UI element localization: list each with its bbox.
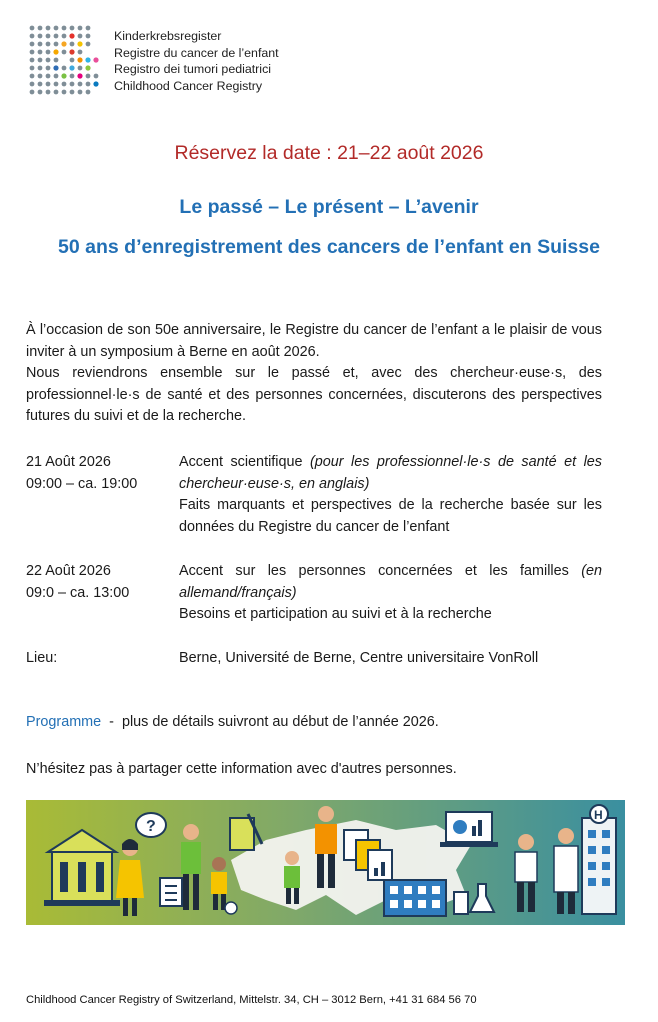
day-2-audience: (en allemand/français) [179, 563, 603, 601]
hospital-building-icon [384, 880, 446, 916]
schedule-day-1 [26, 452, 602, 542]
day-1-details [179, 452, 602, 538]
day-1-focus: Accent scientifique [179, 454, 303, 470]
save-the-date-heading: Réservez la date : 21–22 août 2026 [174, 142, 484, 164]
day-2-focus: Accent sur les personnes concernées et les familles [179, 563, 569, 579]
schedule-day-2 [26, 561, 602, 627]
day-1-description: Faits marquants et perspectives de la recherche basée sur les données du Registre du cancer de l’enfant [179, 497, 602, 535]
registry-name-de: Kinderkrebsregister [114, 29, 222, 43]
day-1-when [26, 452, 176, 495]
share-note: N’hésitez pas à partager cette information avec d'autres personnes. [26, 761, 457, 777]
svg-text:H: H [594, 808, 603, 822]
registry-name-en: Childhood Cancer Registry [114, 78, 263, 93]
footer-contact: Childhood Cancer Registry of Switzerland, Mittelstr. 34, CH – 3012 Bern, +41 31 684 56 70 [26, 994, 477, 1006]
day-1-date: 21 Août 2026 [26, 454, 111, 470]
registry-name-it: Registro dei tumori pediatrici [114, 62, 272, 76]
programme-link[interactable]: Programme [26, 714, 102, 730]
hospital-tower-icon [582, 805, 616, 914]
venue-value: Berne, Université de Berne, Centre universitaire VonRoll [179, 650, 539, 666]
intro-text [26, 320, 602, 428]
banner-illustration [26, 800, 625, 925]
checklist-document-icon [160, 878, 182, 906]
registry-name-block [114, 28, 279, 94]
day-1-audience: (pour les professionnel·le·s de santé et les chercheur·euse·s, en anglais) [179, 454, 602, 492]
intro-paragraph-2: Nous reviendrons ensemble sur le passé et, avec des chercheur·euse·s, des professionnel·le·s de santé et des personnes concernées, discuterons des perspectives futures du suivi et de la recherche. [26, 365, 602, 424]
day-2-time: 09:0 – ca. 13:00 [26, 584, 130, 601]
day-2-when [26, 561, 176, 604]
registry-name-fr: Registre du cancer de l’enfant [114, 45, 279, 60]
registry-logo [28, 24, 104, 98]
day-1-focus-line [179, 452, 602, 495]
day-2-description: Besoins et participation au suivi et à la recherche [179, 606, 492, 622]
question-bubble-icon [136, 813, 166, 837]
venue-label: Lieu: [26, 650, 58, 666]
day-1-time: 09:00 – ca. 19:00 [26, 475, 138, 492]
day-2-details [179, 561, 602, 626]
programme-text: - plus de détails suivront au début de l’année 2026. [101, 714, 439, 730]
intro-paragraph-1: À l’occasion de son 50e anniversaire, le Registre du cancer de l’enfant a le plaisir de vous inviter à un symposium à Berne en août 2026. [26, 322, 602, 360]
svg-text:?: ? [146, 818, 156, 835]
day-2-date: 22 Août 2026 [26, 563, 111, 579]
laptop-chart-icon [440, 812, 498, 847]
day-2-focus-line [179, 561, 602, 604]
programme-line [26, 712, 439, 734]
title-line-2: 50 ans d’enregistrement des cancers de l’enfant en Suisse [58, 236, 600, 258]
title-line-1: Le passé – Le présent – L’avenir [179, 196, 479, 218]
venue-row [26, 648, 602, 670]
